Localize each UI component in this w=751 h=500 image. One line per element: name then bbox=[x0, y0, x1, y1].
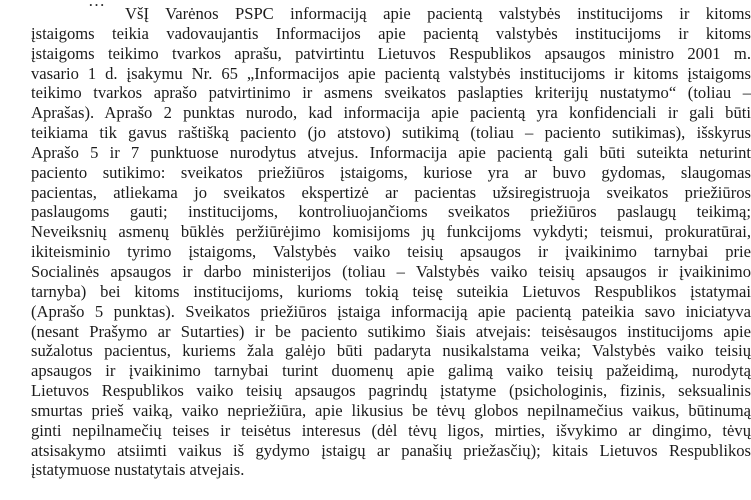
text-line: įstaigoms teikimo tvarkos aprašu, patvirtintu Lietuvos Respublikos apsaugos ministro 2001 m. bbox=[31, 43, 751, 63]
text-line: ikiteisminio tyrimo įstaigoms, Valstybės vaiko teisių apsaugos ir įvaikinimo tarnybai prie bbox=[31, 242, 751, 262]
text-line: apsaugos ir įvaikinimo tarnybai turint duomenų apie galimą vaiko teisių pažeidimą, nurodytą bbox=[31, 361, 751, 381]
text-line: Socialinės apsaugos ir darbo ministerijos (toliau – Valstybės vaiko teisių apsaugos ir įvaikinimo bbox=[31, 261, 751, 281]
cut-off-text: … bbox=[88, 0, 106, 10]
document-body bbox=[31, 4, 751, 480]
text-line: Aprašas). Aprašo 2 punktas nurodo, kad informacija apie pacientą yra konfidenciali ir gali būti bbox=[31, 103, 751, 123]
text-line: įstatymuose nustatytais atvejais. bbox=[31, 460, 245, 480]
text-line: sužalotus pacientus, kuriems žala galėjo būti padaryta nusikalstama veika; Valstybės vaiko teisių bbox=[31, 341, 751, 361]
text-line: įstaigoms teikia vadovaujantis Informacijos apie pacientą valstybės institucijoms ir kitoms bbox=[31, 23, 751, 43]
text-line: paciento sutikimo: sveikatos priežiūros įstaigoms, kuriose yra ar buvo gydomas, slaugomas bbox=[31, 162, 751, 182]
text-line: Neveiksnių asmenų būklės peržiūrėjimo komisijoms jų funkcijoms vykdyti; teismui, prokuratūrai, bbox=[31, 222, 751, 242]
text-line: vasario 1 d. įsakymu Nr. 65 „Informacijos apie pacientą valstybės institucijoms ir kitoms įstaigoms bbox=[31, 63, 751, 83]
text-line: smurtas prieš vaiką, vaiko nepriežiūra, apie likusius be tėvų globos nepilnamečius vaikus, būtinumą bbox=[31, 400, 751, 420]
text-line: (Aprašo 5 punktas). Sveikatos priežiūros įstaiga informaciją apie pacientą pateikia savo iniciatyva bbox=[31, 301, 751, 321]
text-line: teikimo tvarkos aprašo patvirtinimo ir asmens sveikatos paslapties kriterijų nustatymo“ (toliau – bbox=[31, 83, 751, 103]
text-line: Aprašo 5 ir 7 punktuose nurodytus atvejus. Informacija apie pacientą gali būti suteikta neturint bbox=[31, 142, 751, 162]
text-line: VšĮ Varėnos PSPC informaciją apie pacientą valstybės institucijoms ir kitoms bbox=[125, 4, 751, 23]
text-line: atsisakymo atsiimti vaikus iš gydymo įstaigų ar panašių priežasčių); kitais Lietuvos Respublikos bbox=[31, 440, 751, 460]
text-line: pacientas, atliekama jo sveikatos ekspertizė ar pacientas užsiregistruoja sveikatos priežiūros bbox=[31, 182, 751, 202]
text-line: paslaugoms gauti; institucijoms, kontroliuojančioms sveikatos priežiūros paslaugų teikimą; bbox=[31, 202, 751, 222]
text-line: ginti nepilnamečių teises ir teisėtus interesus (dėl tėvų ligos, mirties, išvykimo ar dingimo, tėvų bbox=[31, 420, 751, 440]
text-line: Lietuvos Respublikos vaiko teisių apsaugos pagrindų įstatyme (psichologinis, fizinis, seksualinis bbox=[31, 381, 751, 401]
text-line: teikiama tik gavus raštišką paciento (jo atstovo) sutikimą (toliau – paciento sutikimas), išskyrus bbox=[31, 123, 751, 143]
text-line: (nesant Prašymo ar Sutarties) ir be paciento sutikimo šiais atvejais: teisėsaugos institucijoms apie bbox=[31, 321, 751, 341]
text-line: tarnyba) bei kitoms institucijoms, kurioms tokią teisę suteikia Lietuvos Respublikos įstatymai bbox=[31, 281, 751, 301]
